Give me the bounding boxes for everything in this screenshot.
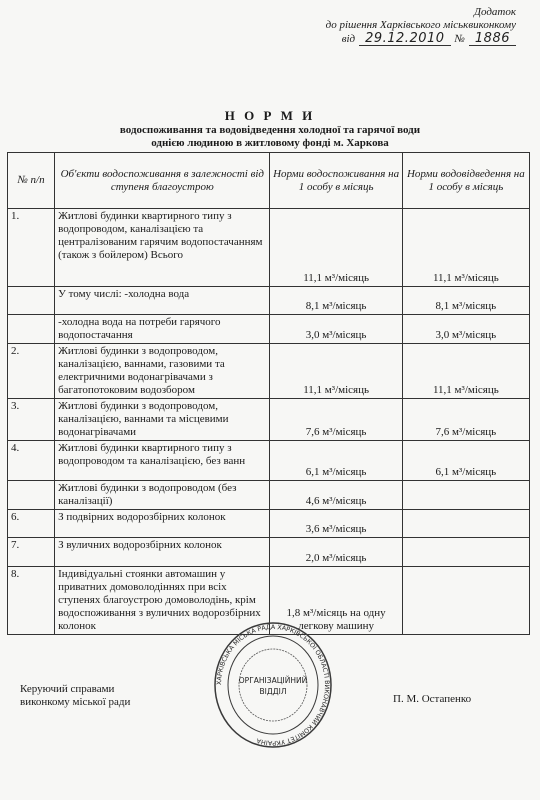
date-prefix: від (341, 33, 356, 45)
row-disposal: 11,1 м³/місяць (402, 209, 529, 287)
row-consumption: 11,1 м³/місяць (270, 209, 402, 287)
row-disposal (402, 510, 529, 538)
table-row (8, 481, 530, 510)
row-object: -холодна вода на потреби гарячого водопостачання (55, 315, 270, 344)
row-consumption: 8,1 м³/місяць (270, 287, 402, 315)
row-num: 1. (8, 209, 55, 287)
signature-position (20, 683, 130, 709)
official-seal-icon (213, 620, 333, 750)
row-consumption: 4,6 м³/місяць (270, 481, 402, 510)
header-object: Об'єкти водоспоживання в залежності від ступеня благоустрою (55, 153, 270, 209)
signature-name: П. М. Остапенко (393, 693, 472, 705)
row-disposal: 8,1 м³/місяць (402, 287, 529, 315)
row-consumption: 3,0 м³/місяць (270, 315, 402, 344)
table-row (8, 538, 530, 567)
row-disposal: 6,1 м³/місяць (402, 441, 529, 481)
table-row (8, 209, 530, 287)
row-num: 6. (8, 510, 55, 538)
row-num: 2. (8, 344, 55, 399)
row-num: 7. (8, 538, 55, 567)
number-prefix: № (454, 33, 465, 45)
row-consumption: 6,1 м³/місяць (270, 441, 402, 481)
row-disposal (402, 481, 529, 510)
decision-number: 1886 (469, 32, 516, 46)
header-num: № п/п (8, 153, 55, 209)
table-row (8, 510, 530, 538)
row-object: Житлові будинки квартирного типу з водопроводом та каналізацією, без ванн (55, 441, 270, 481)
row-num: 4. (8, 441, 55, 481)
row-object: Житлові будинки квартирного типу з водопроводом, каналізацією та централізованим гарячим водопостачанням (також з бойлером) Всього (55, 209, 270, 287)
row-object: З вуличних водорозбірних колонок (55, 538, 270, 567)
seal-center-line-1: ОРГАНІЗАЦІЙНИЙ (238, 676, 308, 685)
annex-decision: до рішення Харківського міськвиконкому (325, 19, 516, 31)
annex-header (326, 6, 516, 46)
table-row (8, 441, 530, 481)
row-num: 3. (8, 399, 55, 441)
row-object: Індивідуальні стоянки автомашин у приватних домоволодіннях при всіх ступенях благоустрою домоволодінь, крім водоспоживання з вуличних водорозбірних колонок (55, 567, 270, 635)
decision-date: 29.12.2010 (359, 32, 450, 46)
row-consumption: 1,8 м³/місяць на одну легкову машину (270, 567, 402, 635)
seal-center-line-2: ВІДДІЛ (259, 687, 287, 696)
document-subtitle-2: однією людиною в житловому фонді м. Харкова (151, 137, 389, 149)
signature-position-line-2: виконкому міської ради (20, 696, 131, 708)
row-object: З подвірних водорозбірних колонок (55, 510, 270, 538)
table-row (8, 344, 530, 399)
row-disposal: 11,1 м³/місяць (402, 344, 529, 399)
header-disposal: Норми водовідведення на 1 особу в місяць (402, 153, 529, 209)
row-object: У тому числі: -холодна вода (55, 287, 270, 315)
row-disposal (402, 538, 529, 567)
signature-position-line-1: Керуючий справами (20, 683, 115, 695)
row-disposal: 3,0 м³/місяць (402, 315, 529, 344)
seal-outer-path: ХАРКІВСЬКА МІСЬКА РАДА ХАРКІВСЬКОЇ ОБЛАСТІ ВИКОНАВЧИЙ КОМІТЕТ УКРАЇНА (215, 623, 331, 747)
row-consumption: 7,6 м³/місяць (270, 399, 402, 441)
row-object: Житлові будинки з водопроводом, каналізацією, ваннами та місцевими водонагрівачами (55, 399, 270, 441)
row-object: Житлові будинки з водопроводом (без каналізації) (55, 481, 270, 510)
row-object: Житлові будинки з водопроводом, каналізацією, ваннами, газовими та електричними водонагрівачами з багатопотоковим водозбором (55, 344, 270, 399)
row-num: 8. (8, 567, 55, 635)
table-row (8, 315, 530, 344)
document-subtitle-1: водоспоживання та водовідведення холодної та гарячої води (119, 124, 421, 136)
row-num (8, 315, 55, 344)
table-row (8, 287, 530, 315)
row-consumption: 2,0 м³/місяць (270, 538, 402, 567)
annex-date-line (326, 32, 516, 46)
row-num (8, 287, 55, 315)
annex-title: Додаток (473, 6, 516, 18)
document-heading (0, 108, 540, 150)
norms-table (7, 152, 530, 635)
row-consumption: 11,1 м³/місяць (270, 344, 402, 399)
row-disposal (402, 567, 529, 635)
table-header-row (8, 153, 530, 209)
header-consumption: Норми водоспоживання на 1 особу в місяць (270, 153, 402, 209)
row-disposal: 7,6 м³/місяць (402, 399, 529, 441)
row-consumption: 3,6 м³/місяць (270, 510, 402, 538)
table-row (8, 399, 530, 441)
document-title: Н О Р М И (224, 108, 316, 123)
row-num (8, 481, 55, 510)
